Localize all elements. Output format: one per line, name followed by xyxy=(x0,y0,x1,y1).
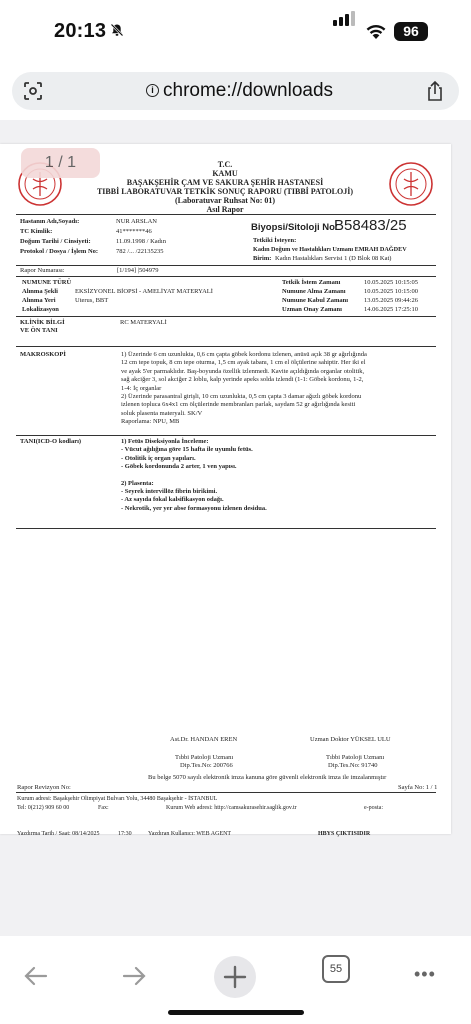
patient-name: NUR ARSLAN xyxy=(116,218,157,225)
clinical-label-2: VE ÖN TANI xyxy=(20,327,58,334)
method-value: EKSİZYONEL BİOPSİ - AMELİYAT MATERYALİ xyxy=(75,288,213,295)
collect-time-label: Numune Alma Zamanı xyxy=(282,288,346,295)
macroscopy-line: soluk plasenta materyali. SK/V xyxy=(121,409,203,417)
page-number: Sayfa No: 1 / 1 xyxy=(398,784,438,791)
macroscopy-line: sağ akciğer 3, sol akciğer 2 loblu, kalp yerinde apeks solda izlendi (1-1: Göbek kordonu, 1-2, xyxy=(121,376,364,384)
status-time: 20:13 xyxy=(54,20,107,42)
diagnosis-label: TANI(ICD-O kodları) xyxy=(20,438,82,445)
dob-label: Doğum Tarihi / Cinsiyeti: xyxy=(20,238,91,245)
new-tab-button[interactable] xyxy=(214,956,256,998)
place-label: Alınma Yeri xyxy=(22,297,56,304)
localization-label: Lokalizasyon xyxy=(22,306,59,313)
sample-type-label: NUMUNE TÜRÜ xyxy=(22,279,72,286)
clinical-value: RC MATERYALİ xyxy=(120,319,167,326)
requester-doctor: Kadın Doğum ve Hastalıkları Uzmanı EMRAH DAĞDEV xyxy=(253,246,407,253)
header-license: (Laboratuvar Ruhsat No: 01) xyxy=(174,196,276,205)
print-date: Yazdırma Tarih / Saat: 08/14/2025 xyxy=(17,831,100,837)
collect-time: 10.05.2025 10:15:00 xyxy=(364,288,418,295)
signer-left-name: Ast.Dr. HANDAN EREN xyxy=(170,736,238,743)
unit-label: Birim: xyxy=(253,255,272,262)
divider xyxy=(16,346,436,347)
header-tc: T.C. xyxy=(217,160,233,169)
macroscopy-line: 1) Üzerinde 6 cm uzunlukta, 0,6 cm çapta göbek kordonu izlenen, anüsü açık 38 gr ağırlığında xyxy=(121,351,367,358)
header-kamu: KAMU xyxy=(212,169,238,178)
diagnosis-line: - Az sayıda fokal kalsifikasyon odağı. xyxy=(121,496,224,504)
fax: Fax: xyxy=(98,805,109,811)
patient-name-label: Hastanın Adı,Soyadı: xyxy=(20,218,80,225)
place-value: Uterus, BBT xyxy=(75,297,109,304)
url-text[interactable]: chrome://downloads xyxy=(163,80,334,101)
divider xyxy=(16,276,436,277)
signer-right-dip: Dip.Tes.No: 91740 xyxy=(328,762,378,769)
dob-value: 11.09.1998 / Kadın xyxy=(116,238,166,245)
address: Kurum adresi: Başakşehir Olimpiyat Bulvarı Yolu, 34480 Başakşehir - İSTANBUL xyxy=(17,796,218,802)
macroscopy-line: 12 cm tepe topuk, 8 cm tepe oturma, 1,5 cm ayak tabanı, 1 cm el ölçülerine sahiptir. Her iki el xyxy=(121,359,366,367)
macroscopy-line: izlenen topluca 6x4x1 cm ölçülerinde membranları parlak, saydam 52 gr ağırlığında kesiti xyxy=(121,401,356,409)
divider xyxy=(16,316,436,317)
divider xyxy=(16,528,436,529)
phone: Tel: 0(212) 909 60 00 xyxy=(17,805,70,811)
tc-value: 41*******46 xyxy=(116,228,152,235)
accept-time-label: Numune Kabul Zamanı xyxy=(282,297,349,304)
tc-label: TC Kimlik: xyxy=(20,228,53,235)
plus-icon xyxy=(214,956,256,998)
diagnosis-text xyxy=(121,438,441,513)
email: e-posta: xyxy=(364,805,383,811)
site-info-icon[interactable]: i xyxy=(146,84,159,97)
divider xyxy=(16,265,436,266)
macroscopy-text xyxy=(121,351,441,427)
diagnosis-line: - Vücut ağılığına göre 15 hafta ile uyumlu fetüs. xyxy=(121,446,253,454)
share-icon[interactable] xyxy=(425,80,445,102)
print-user: Yazdıran Kullanıcı: WEB AGENT xyxy=(148,831,232,837)
web-address: Kurum Web adresi: http://camsakurasehir.saglik.gov.tr xyxy=(166,805,297,811)
signer-left-title: Tıbbi Patoloji Uzmanı xyxy=(175,754,234,761)
diagnosis-line: 1) Fetüs Diseksiyonla İnceleme: xyxy=(121,438,209,445)
scan-icon[interactable] xyxy=(23,81,43,101)
back-arrow-icon[interactable] xyxy=(16,956,56,996)
battery-indicator: 96 xyxy=(394,22,428,41)
divider xyxy=(16,792,436,793)
protocol-value: 782 /... /22135235 xyxy=(116,248,164,255)
request-time-label: Tetkik İstem Zamanı xyxy=(282,279,341,286)
request-time: 10.05.2025 10:15:05 xyxy=(364,279,418,286)
home-indicator xyxy=(168,1010,304,1015)
status-bar xyxy=(0,0,471,64)
tab-switcher-button[interactable]: 55 xyxy=(322,955,350,983)
wifi-icon xyxy=(365,22,387,40)
macroscopy-line: Raporlama: NPU, MB xyxy=(121,418,180,426)
address-bar[interactable] xyxy=(12,72,459,110)
address-bar-area xyxy=(0,64,471,120)
revision-no: Rapor Revizyon No: xyxy=(17,784,71,791)
ministry-seal-right xyxy=(388,161,434,207)
diagnosis-line xyxy=(121,472,441,480)
divider xyxy=(16,435,436,436)
diagnosis-line: - Seyrek intervillöz fibrin birikimi. xyxy=(121,488,218,496)
bottom-toolbar xyxy=(0,936,471,1024)
hbys-output: HBYS ÇIKTISIDIR xyxy=(318,831,371,837)
header-original: Asıl Rapor xyxy=(206,205,244,214)
page-counter: 1 / 1 xyxy=(21,148,100,178)
diagnosis-line: - Otolitik iç organ yapıları. xyxy=(121,454,196,462)
biopsy-label: Biyopsi/Sitoloji No: xyxy=(251,222,339,233)
protocol-label: Protokol / Dosya / İşlem No: xyxy=(20,248,99,255)
diagnosis-line: - Nekrotik, yer yer abse formasyonu izlenen desidua. xyxy=(121,504,267,512)
diagnosis-line: - Göbek kordonunda 2 arter, 1 ven yapısı. xyxy=(121,463,237,471)
divider xyxy=(16,214,436,215)
report-no-value: [1/194] |504979 xyxy=(117,267,159,274)
macroscopy-label: MAKROSKOPİ xyxy=(20,351,66,358)
requester-label: Tetkiki İsteyen: xyxy=(253,237,297,244)
more-options-icon[interactable]: ••• xyxy=(414,964,436,984)
bell-muted-icon xyxy=(110,23,124,37)
pdf-viewer[interactable] xyxy=(0,120,471,936)
unit-value: Kadın Hastalıkları Servisi 1 (D Blok 08 Kat) xyxy=(275,255,392,262)
header-report-title: TIBBİ LABORATUVAR TETKİK SONUÇ RAPORU (TIBBİ PATOLOJİ) xyxy=(96,187,354,196)
report-no-label: Rapor Numarası: xyxy=(20,267,65,274)
biopsy-number: B58483/25 xyxy=(334,217,407,234)
diagnosis-line: 2) Plasenta: xyxy=(121,479,154,487)
macroscopy-line: 1-4: İç organlar xyxy=(121,384,162,392)
header-hospital: BAŞAKŞEHİR ÇAM VE SAKURA ŞEHİR HASTANESİ xyxy=(126,178,324,187)
esign-note: Bu belge 5070 sayılı elektronik imza kanuna göre güvenli elektronik imza ile imzalanmıştır xyxy=(148,774,387,781)
signer-left-dip: Dip.Tes.No: 200766 xyxy=(180,762,233,769)
forward-arrow-icon[interactable] xyxy=(114,956,154,996)
signer-right-name: Uzman Doktor YÜKSEL ULU xyxy=(310,736,391,743)
clinical-label: KLİNİK BİLGİ xyxy=(20,319,65,326)
macroscopy-line: 2) Üzerinde parasantral girişli, 10 cm uzunlukta, 0,5 cm çapta 3 damar ağızlı göbek kordonu xyxy=(121,393,362,401)
print-time: 17:30 xyxy=(118,831,132,837)
macroscopy-line: ve ayak 5'er parmaklıdır. Baş-boyunda özellik izlenmedi. Kavite açıldığında organlar otolitik, xyxy=(121,367,365,375)
signer-right-title: Tıbbi Patoloji Uzmanı xyxy=(326,754,385,761)
accept-time: 13.05.2025 09:44:26 xyxy=(364,297,418,304)
method-label: Alınma Şekli xyxy=(22,288,58,295)
approve-time-label: Uzman Onay Zamanı xyxy=(282,306,342,313)
approve-time: 14.06.2025 17:25:10 xyxy=(364,306,418,313)
pdf-page xyxy=(0,144,451,837)
